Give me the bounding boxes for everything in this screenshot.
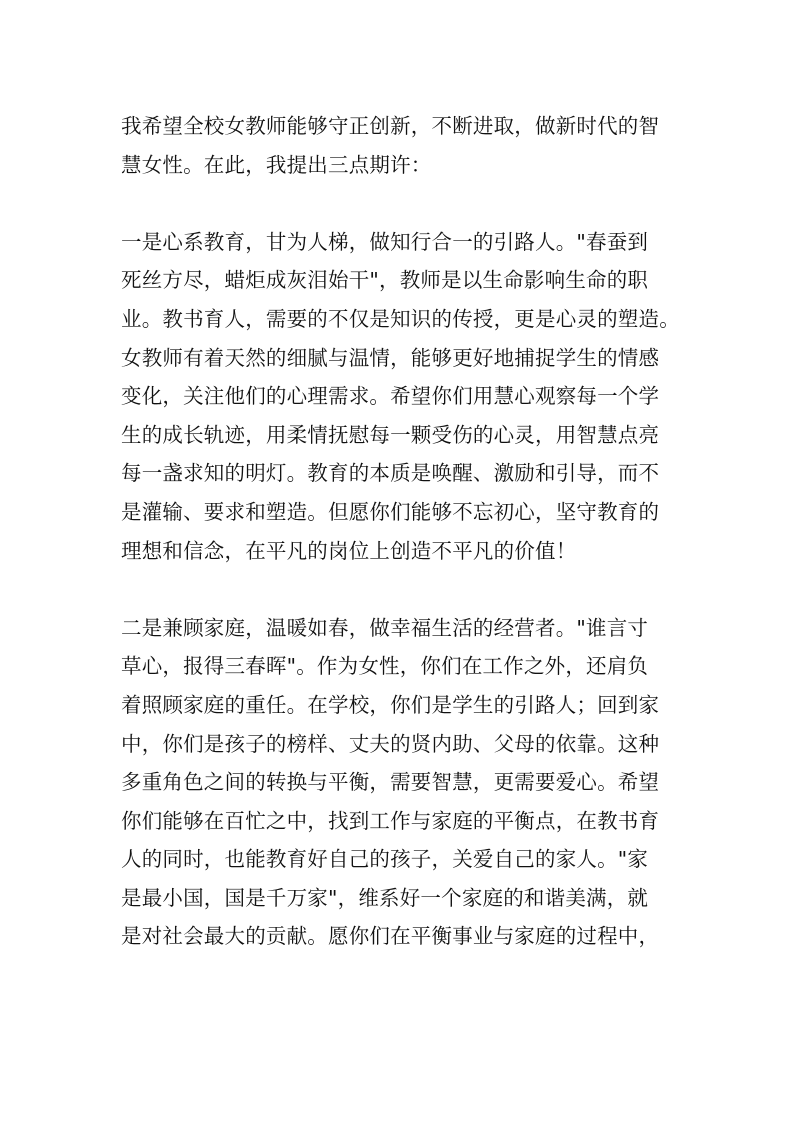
text-line: 女教师有着天然的细腻与温情，能够更好地捕捉学生的情感	[121, 345, 660, 370]
text-line: 着照顾家庭的重任。在学校，你们是学生的引路人；回到家	[121, 692, 660, 717]
paragraph-intro	[121, 107, 681, 184]
text-line: 生的成长轨迹，用柔情抚慰每一颗受伤的心灵，用智慧点亮	[121, 422, 660, 447]
text-line: 多重角色之间的转换与平衡，需要智慧，更需要爱心。希望	[121, 770, 660, 795]
text-line: 每一盏求知的明灯。教育的本质是唤醒、激励和引导，而不	[121, 461, 660, 486]
text-line: 理想和信念，在平凡的岗位上创造不平凡的价值！	[121, 538, 577, 563]
text-line: 二是兼顾家庭，温暖如春，做幸福生活的经营者。"谁言寸	[121, 615, 649, 640]
text-line: 变化，关注他们的心理需求。希望你们用慧心观察每一个学	[121, 384, 660, 409]
text-line: 慧女性。在此，我提出三点期许：	[121, 152, 432, 177]
text-line: 中，你们是孩子的榜样、丈夫的贤内助、父母的依靠。这种	[121, 731, 660, 756]
text-line: 业。教书育人，需要的不仅是知识的传授，更是心灵的塑造。	[121, 306, 680, 331]
text-line: 我希望全校女教师能够守正创新，不断进取，做新时代的智	[121, 114, 660, 138]
paragraph-point-one	[121, 223, 681, 570]
document-body	[121, 107, 681, 956]
text-line: 你们能够在百忙之中，找到工作与家庭的平衡点，在教书育	[121, 808, 660, 833]
text-line: 是对社会最大的贡献。愿你们在平衡事业与家庭的过程中，	[121, 924, 660, 949]
text-line: 一是心系教育，甘为人梯，做知行合一的引路人。"春蚕到	[121, 229, 649, 254]
text-line: 人的同时，也能教育好自己的孩子，关爱自己的家人。"家	[121, 847, 649, 872]
text-line: 是最小国，国是千万家"，维系好一个家庭的和谐美满，就	[121, 885, 649, 910]
text-line: 死丝方尽，蜡炬成灰泪始干"，教师是以生命影响生命的职	[121, 268, 649, 293]
text-line: 是灌输、要求和塑造。但愿你们能够不忘初心，坚守教育的	[121, 499, 660, 524]
text-line: 草心，报得三春晖"。作为女性，你们在工作之外，还肩负	[121, 654, 649, 679]
paragraph-point-two	[121, 609, 681, 956]
